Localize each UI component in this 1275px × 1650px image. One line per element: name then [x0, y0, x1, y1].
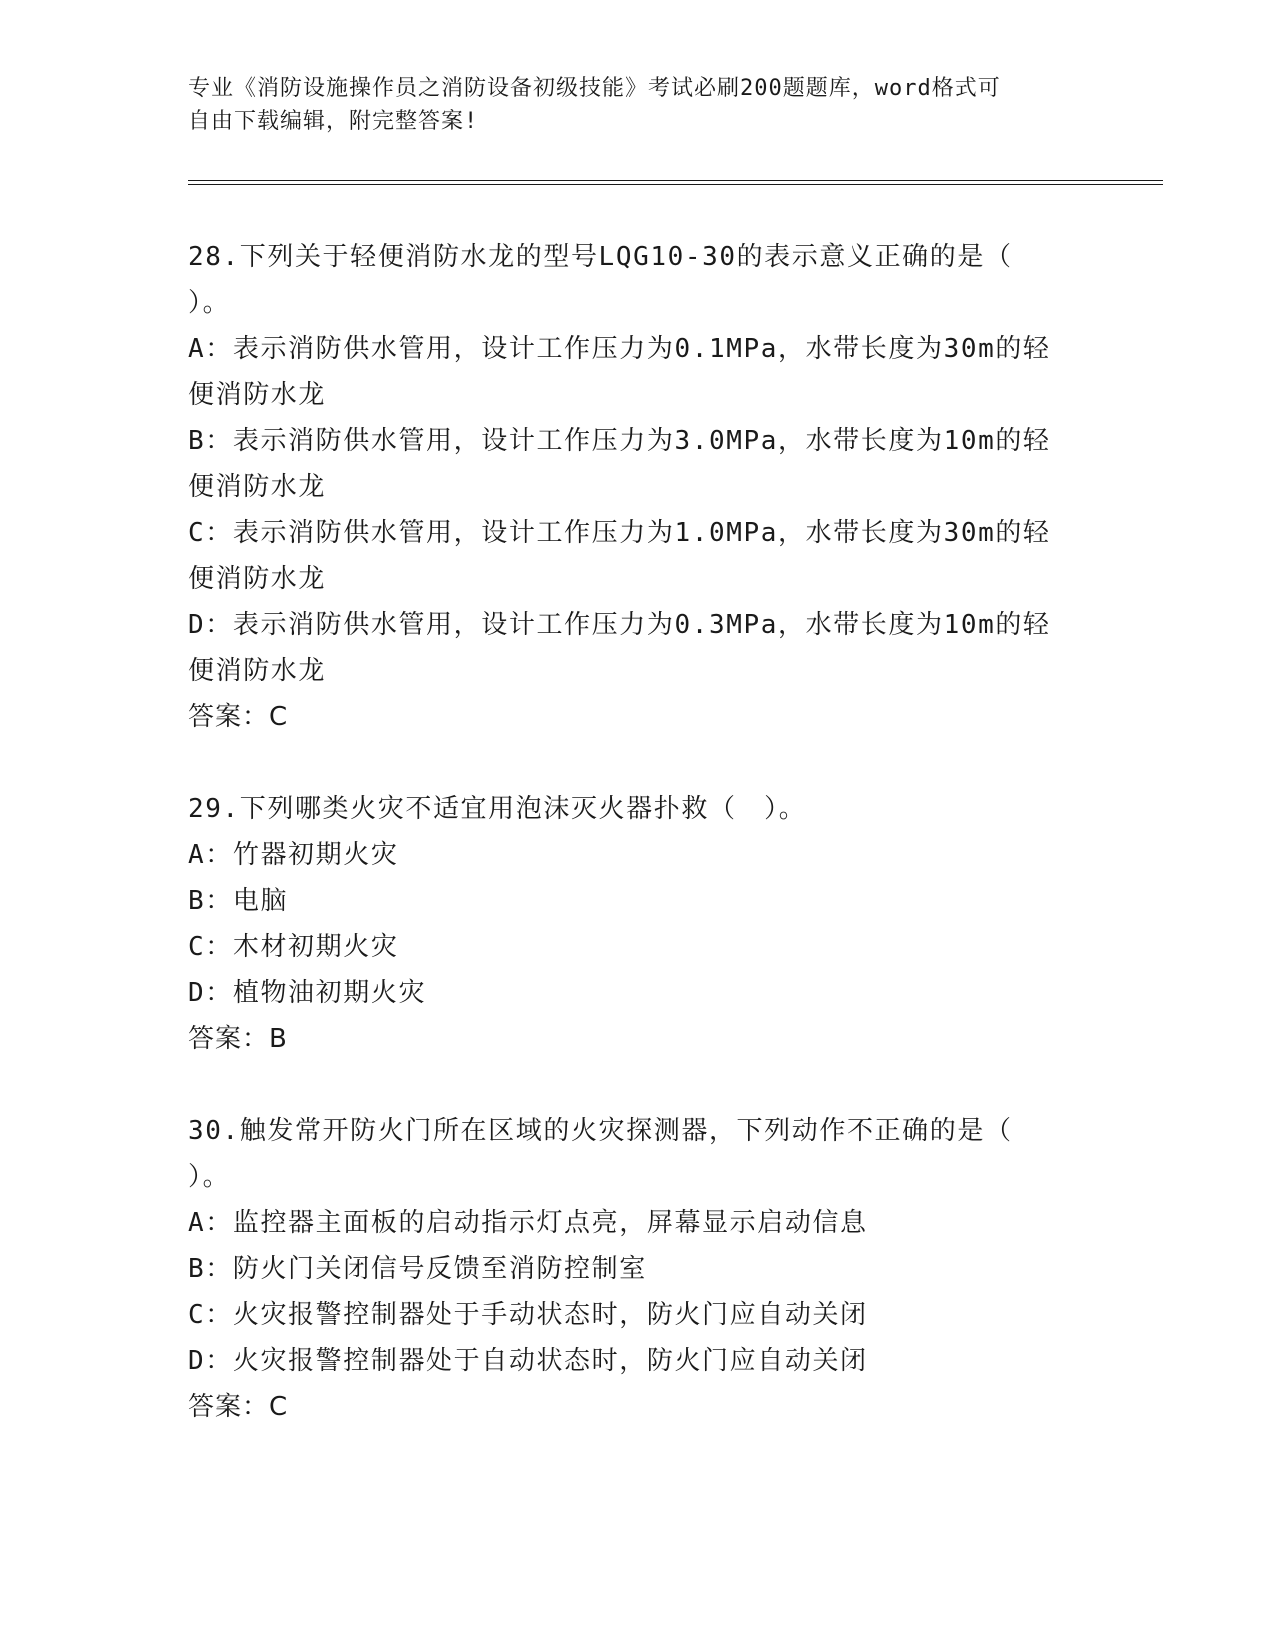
question-stem: 29.下列哪类火灾不适宜用泡沫灭火器扑救（ ）。: [188, 794, 807, 824]
document-header: [188, 72, 1088, 138]
answer-label: 答案：B: [188, 1024, 288, 1054]
option-c: 便消防水龙: [188, 564, 327, 594]
question-30: [188, 1108, 1138, 1430]
option-b: 便消防水龙: [188, 472, 327, 502]
question-stem: 28.下列关于轻便消防水龙的型号LQG10-30的表示意义正确的是（: [188, 242, 1013, 272]
answer-label: 答案：C: [188, 702, 289, 732]
option-c: C：火灾报警控制器处于手动状态时，防火门应自动关闭: [188, 1300, 868, 1330]
option-c: C：表示消防供水管用，设计工作压力为1.0MPa，水带长度为30m的轻: [188, 518, 1051, 548]
question-stem: ）。: [188, 1162, 231, 1192]
answer-label: 答案：C: [188, 1392, 289, 1422]
option-c: C：木材初期火灾: [188, 932, 399, 962]
header-line: 专业《消防设施操作员之消防设备初级技能》考试必刷200题题库，word格式可: [188, 76, 1001, 101]
header-divider: [188, 180, 1163, 181]
option-b: B：电脑: [188, 886, 289, 916]
option-d: D：火灾报警控制器处于自动状态时，防火门应自动关闭: [188, 1346, 868, 1376]
option-a: A：表示消防供水管用，设计工作压力为0.1MPa，水带长度为30m的轻: [188, 334, 1051, 364]
option-d: D：植物油初期火灾: [188, 978, 427, 1008]
option-d: 便消防水龙: [188, 656, 327, 686]
option-a: A：监控器主面板的启动指示灯点亮，屏幕显示启动信息: [188, 1208, 868, 1238]
question-28: [188, 234, 1138, 740]
option-b: B：表示消防供水管用，设计工作压力为3.0MPa，水带长度为10m的轻: [188, 426, 1051, 456]
option-a: A：竹器初期火灾: [188, 840, 399, 870]
header-divider: [188, 184, 1163, 185]
option-b: B：防火门关闭信号反馈至消防控制室: [188, 1254, 647, 1284]
option-d: D：表示消防供水管用，设计工作压力为0.3MPa，水带长度为10m的轻: [188, 610, 1051, 640]
question-stem: 30.触发常开防火门所在区域的火灾探测器，下列动作不正确的是（: [188, 1116, 1013, 1146]
option-a: 便消防水龙: [188, 380, 327, 410]
header-line: 自由下载编辑，附完整答案!: [188, 109, 479, 134]
question-stem: ）。: [188, 288, 231, 318]
question-29: [188, 786, 1138, 1062]
